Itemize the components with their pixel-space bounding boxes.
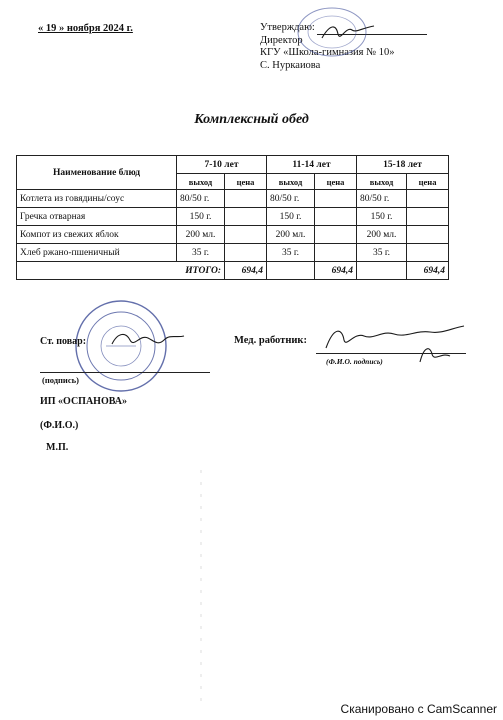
- dish-price: [315, 190, 357, 208]
- approve-organization: КГУ «Школа-гимназия № 10»: [260, 47, 395, 58]
- dish-out: 200 мл.: [177, 226, 225, 244]
- total-value: 694,4: [225, 262, 267, 280]
- dish-price: [315, 226, 357, 244]
- subheader-out: выход: [177, 174, 225, 190]
- dish-price: [225, 208, 267, 226]
- dish-price: [315, 244, 357, 262]
- dish-out: 200 мл.: [357, 226, 407, 244]
- dish-out: 35 г.: [267, 244, 315, 262]
- approve-name: С. Нуркаиова: [260, 59, 321, 71]
- table-row: [17, 190, 449, 208]
- dish-out: 200 мл.: [267, 226, 315, 244]
- cook-signature-caption: (подпись): [42, 375, 79, 385]
- dish-price: [407, 244, 449, 262]
- medic-signature-line: [316, 353, 466, 354]
- director-signature: [318, 18, 378, 48]
- table-header-row: [17, 156, 449, 174]
- contractor-name: ИП «ОСПАНОВА»: [40, 396, 127, 407]
- page-title: Комплексный обед: [194, 112, 309, 127]
- dish-out: 150 г.: [357, 208, 407, 226]
- column-header-name: Наименование блюд: [17, 156, 177, 190]
- total-spacer: [357, 262, 407, 280]
- dish-name: Гречка отварная: [17, 208, 177, 226]
- dish-out: 35 г.: [357, 244, 407, 262]
- approve-label: Утверждаю:: [260, 22, 315, 33]
- fio-label: (Ф.И.О.): [40, 420, 79, 431]
- dish-price: [225, 244, 267, 262]
- dish-out: 150 г.: [267, 208, 315, 226]
- scanner-watermark: Сканировано с CamScanner: [340, 702, 497, 716]
- dish-price: [225, 190, 267, 208]
- total-label: ИТОГО:: [17, 262, 225, 280]
- seal-place-label: М.П.: [46, 442, 69, 453]
- medic-label: Мед. работник:: [234, 335, 307, 346]
- total-spacer: [267, 262, 315, 280]
- subheader-price: цена: [315, 174, 357, 190]
- dish-price: [407, 208, 449, 226]
- subheader-price: цена: [225, 174, 267, 190]
- dish-price: [315, 208, 357, 226]
- cook-label: Ст. повар:: [40, 336, 87, 347]
- dish-out: 150 г.: [177, 208, 225, 226]
- medic-signature-caption: (Ф.И.О. подпись): [326, 357, 383, 366]
- subheader-out: выход: [357, 174, 407, 190]
- dish-name: Компот из свежих яблок: [17, 226, 177, 244]
- approve-position: Директор: [260, 34, 303, 46]
- dish-name: Хлеб ржано-пшеничный: [17, 244, 177, 262]
- total-value: 694,4: [315, 262, 357, 280]
- dish-name: Котлета из говядины/соус: [17, 190, 177, 208]
- dish-out: 35 г.: [177, 244, 225, 262]
- dish-out: 80/50 г.: [357, 190, 407, 208]
- dish-out: 80/50 г.: [267, 190, 315, 208]
- cook-signature-line: [40, 372, 210, 373]
- menu-table: [16, 155, 449, 280]
- table-total-row: [17, 262, 449, 280]
- column-header-age: 15-18 лет: [357, 156, 449, 174]
- dish-price: [407, 190, 449, 208]
- cook-signature: [108, 326, 188, 356]
- subheader-price: цена: [407, 174, 449, 190]
- dish-out: 80/50 г.: [177, 190, 225, 208]
- table-row: [17, 208, 449, 226]
- table-row: [17, 244, 449, 262]
- dish-price: [225, 226, 267, 244]
- total-value: 694,4: [407, 262, 449, 280]
- scan-artifact: [200, 470, 202, 710]
- column-header-age: 11-14 лет: [267, 156, 357, 174]
- document-date: « 19 » ноября 2024 г.: [38, 23, 133, 34]
- table-row: [17, 226, 449, 244]
- subheader-out: выход: [267, 174, 315, 190]
- dish-price: [407, 226, 449, 244]
- column-header-age: 7-10 лет: [177, 156, 267, 174]
